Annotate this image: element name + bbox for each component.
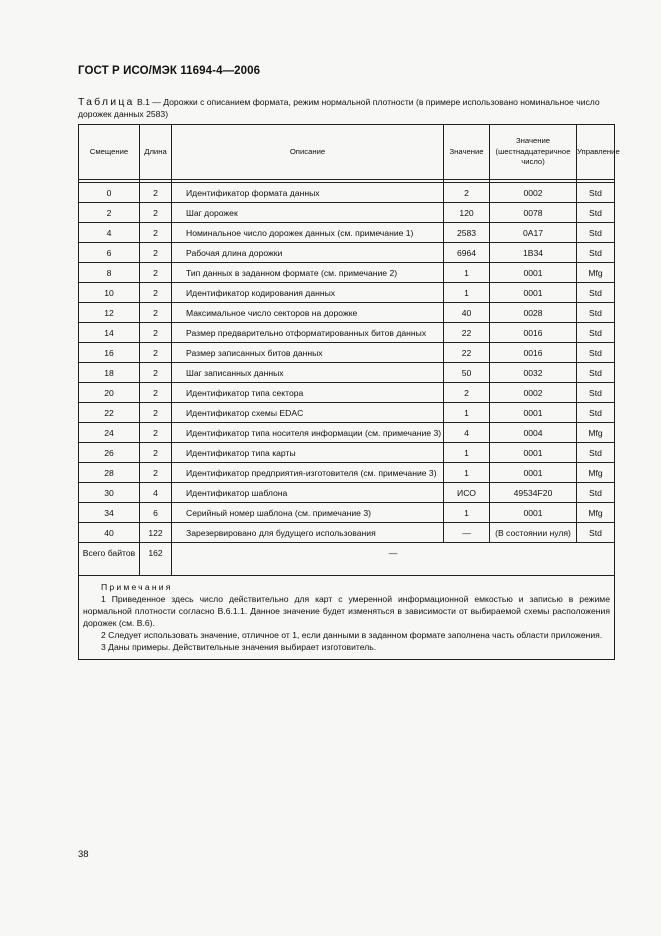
cell-value: — — [444, 523, 490, 543]
cell-description — [172, 323, 444, 343]
table-row — [79, 283, 615, 303]
cell-hex-value: 0002 — [490, 183, 577, 203]
table-caption-lead: Таблица — [78, 96, 135, 108]
cell-value: 50 — [444, 363, 490, 383]
table-row — [79, 323, 615, 343]
cell-offset: 10 — [79, 283, 140, 303]
cell-hex-value: 0004 — [490, 423, 577, 443]
cell-length: 2 — [140, 403, 172, 423]
cell-value: 22 — [444, 323, 490, 343]
cell-length: 2 — [140, 243, 172, 263]
header-length: Длина — [140, 125, 172, 180]
cell-control: Mfg — [577, 423, 615, 443]
cell-description — [172, 223, 444, 243]
cell-description — [172, 203, 444, 223]
cell-control: Std — [577, 283, 615, 303]
cell-description — [172, 243, 444, 263]
cell-hex-value: 0002 — [490, 383, 577, 403]
table-row — [79, 403, 615, 423]
format-tracks-table — [78, 124, 620, 660]
description-text: Шаг дорожек — [186, 208, 238, 218]
description-text: Номинальное число дорожек данных (см. примечание 1) — [186, 228, 414, 238]
note-3: 3 Даны примеры. Действительные значения выбирает изготовитель. — [101, 642, 377, 652]
cell-control: Std — [577, 203, 615, 223]
cell-hex-value: 0078 — [490, 203, 577, 223]
table-row — [79, 243, 615, 263]
cell-length: 2 — [140, 383, 172, 403]
cell-control: Mfg — [577, 463, 615, 483]
cell-value: 22 — [444, 343, 490, 363]
cell-length: 2 — [140, 443, 172, 463]
description-text: Идентификатор предприятия-изготовителя (см. примечание 3) — [186, 468, 437, 478]
cell-control: Mfg — [577, 503, 615, 523]
cell-offset: 18 — [79, 363, 140, 383]
table-caption — [78, 97, 618, 120]
description-text: Зарезервировано для будущего использования — [186, 528, 376, 538]
cell-offset: 22 — [79, 403, 140, 423]
cell-length: 2 — [140, 263, 172, 283]
table-caption-text: В.1 — Дорожки с описанием формата, режим нормальной плотности (в примере использовано номинальное число дорожек данных 2583) — [78, 97, 600, 119]
cell-offset: 6 — [79, 243, 140, 263]
cell-offset: 26 — [79, 443, 140, 463]
cell-offset: 0 — [79, 183, 140, 203]
table-header-row — [79, 125, 615, 180]
description-text: Серийный номер шаблона (см. примечание 3) — [186, 508, 371, 518]
cell-hex-value: 0032 — [490, 363, 577, 383]
cell-length: 2 — [140, 223, 172, 243]
table-row — [79, 443, 615, 463]
cell-length: 2 — [140, 323, 172, 343]
description-text: Размер предварительно отформатированных битов данных — [186, 328, 427, 338]
cell-offset: 2 — [79, 203, 140, 223]
description-text: Размер записанных битов данных — [186, 348, 323, 358]
cell-hex-value: 0001 — [490, 463, 577, 483]
total-row — [79, 543, 615, 576]
cell-length: 2 — [140, 463, 172, 483]
cell-offset: 8 — [79, 263, 140, 283]
cell-hex-value: 0001 — [490, 283, 577, 303]
cell-control: Std — [577, 243, 615, 263]
table-row — [79, 203, 615, 223]
cell-hex-value: 0001 — [490, 503, 577, 523]
cell-value: 1 — [444, 503, 490, 523]
cell-offset: 4 — [79, 223, 140, 243]
cell-length: 6 — [140, 503, 172, 523]
notes-cell — [79, 576, 615, 660]
description-text: Рабочая длина дорожки — [186, 248, 283, 258]
cell-description — [172, 423, 444, 443]
table-row — [79, 303, 615, 323]
cell-hex-value: 0001 — [490, 263, 577, 283]
cell-description — [172, 283, 444, 303]
page-number: 38 — [78, 849, 89, 860]
cell-hex-value: 0A17 — [490, 223, 577, 243]
cell-length: 4 — [140, 483, 172, 503]
cell-description — [172, 183, 444, 203]
description-text: Идентификатор шаблона — [186, 488, 288, 498]
cell-value: 1 — [444, 263, 490, 283]
cell-length: 2 — [140, 343, 172, 363]
cell-value: 2 — [444, 383, 490, 403]
cell-control: Std — [577, 303, 615, 323]
cell-description — [172, 363, 444, 383]
cell-control: Std — [577, 483, 615, 503]
cell-offset: 12 — [79, 303, 140, 323]
header-description: Описание — [172, 125, 444, 180]
header-control: Управление — [577, 125, 615, 180]
table-row — [79, 363, 615, 383]
cell-offset: 40 — [79, 523, 140, 543]
cell-value: ИСО — [444, 483, 490, 503]
cell-description — [172, 263, 444, 283]
description-text: Максимальное число секторов на дорожке — [186, 308, 358, 318]
cell-control: Std — [577, 523, 615, 543]
table-row — [79, 483, 615, 503]
cell-value: 1 — [444, 463, 490, 483]
cell-description — [172, 443, 444, 463]
cell-hex-value: 49534F20 — [490, 483, 577, 503]
cell-control: Std — [577, 323, 615, 343]
cell-offset: 28 — [79, 463, 140, 483]
cell-length: 2 — [140, 423, 172, 443]
table-row — [79, 343, 615, 363]
notes-heading: Примечания — [101, 582, 173, 592]
header-offset: Смещение — [79, 125, 140, 180]
table-row — [79, 263, 615, 283]
cell-length: 2 — [140, 283, 172, 303]
document-title: ГОСТ Р ИСО/МЭК 11694-4—2006 — [78, 65, 261, 77]
description-text: Идентификатор типа носителя информации (см. примечание 3) — [186, 428, 442, 438]
cell-description — [172, 463, 444, 483]
cell-value: 40 — [444, 303, 490, 323]
table-row — [79, 523, 615, 543]
cell-description — [172, 303, 444, 323]
cell-length: 2 — [140, 183, 172, 203]
cell-control: Std — [577, 343, 615, 363]
cell-value: 1 — [444, 283, 490, 303]
cell-control: Std — [577, 363, 615, 383]
cell-description — [172, 523, 444, 543]
cell-value: 2 — [444, 183, 490, 203]
description-text: Идентификатор типа сектора — [186, 388, 304, 398]
cell-hex-value: 0016 — [490, 343, 577, 363]
cell-value: 1 — [444, 403, 490, 423]
cell-value: 1 — [444, 443, 490, 463]
table-row — [79, 503, 615, 523]
cell-description — [172, 383, 444, 403]
cell-control: Std — [577, 223, 615, 243]
cell-length: 2 — [140, 363, 172, 383]
note-2: 2 Следует использовать значение, отличное от 1, если данными в заданном формате заполнена часть области приложения. — [101, 630, 603, 640]
cell-offset: 20 — [79, 383, 140, 403]
total-rest: — — [172, 543, 615, 576]
total-label: Всего байтов — [79, 543, 140, 576]
description-text: Шаг записанных данных — [186, 368, 284, 378]
cell-hex-value: 0028 — [490, 303, 577, 323]
cell-hex-value: 0001 — [490, 403, 577, 423]
cell-offset: 14 — [79, 323, 140, 343]
cell-value: 6964 — [444, 243, 490, 263]
description-text: Идентификатор формата данных — [186, 188, 320, 198]
cell-length: 2 — [140, 303, 172, 323]
table-row — [79, 383, 615, 403]
cell-value: 120 — [444, 203, 490, 223]
description-text: Идентификатор схемы EDAC — [186, 408, 304, 418]
description-text: Идентификатор кодирования данных — [186, 288, 336, 298]
cell-length: 2 — [140, 203, 172, 223]
cell-hex-value: 0001 — [490, 443, 577, 463]
cell-description — [172, 503, 444, 523]
cell-offset: 24 — [79, 423, 140, 443]
cell-description — [172, 483, 444, 503]
cell-value: 4 — [444, 423, 490, 443]
cell-value: 2583 — [444, 223, 490, 243]
table-row — [79, 463, 615, 483]
cell-control: Std — [577, 183, 615, 203]
description-text: Идентификатор типа карты — [186, 448, 296, 458]
table-row — [79, 183, 615, 203]
cell-hex-value: 0016 — [490, 323, 577, 343]
cell-control: Std — [577, 443, 615, 463]
header-hex-value: Значение (шестнадцатеричное число) — [490, 125, 577, 180]
total-length: 162 — [140, 543, 172, 576]
note-1: 1 Приведенное здесь число действительно для карт с умеренной информационной емкостью и записью в режиме нормальной плотности согласно В.6.1.1. Данное значение будет изменяться в зависимости от выбираемой схемы расположения дорожек (см. В.6). — [83, 594, 610, 628]
cell-control: Std — [577, 403, 615, 423]
cell-length: 122 — [140, 523, 172, 543]
table-row — [79, 223, 615, 243]
cell-control: Mfg — [577, 263, 615, 283]
description-text: Тип данных в заданном формате (см. примечание 2) — [186, 268, 398, 278]
cell-offset: 30 — [79, 483, 140, 503]
cell-description — [172, 343, 444, 363]
table-row — [79, 423, 615, 443]
notes-row — [79, 576, 615, 660]
cell-offset: 16 — [79, 343, 140, 363]
cell-control: Std — [577, 383, 615, 403]
cell-hex-value: (В состоянии нуля) — [490, 523, 577, 543]
header-value: Значение — [444, 125, 490, 180]
cell-offset: 34 — [79, 503, 140, 523]
cell-description — [172, 403, 444, 423]
cell-hex-value: 1B34 — [490, 243, 577, 263]
